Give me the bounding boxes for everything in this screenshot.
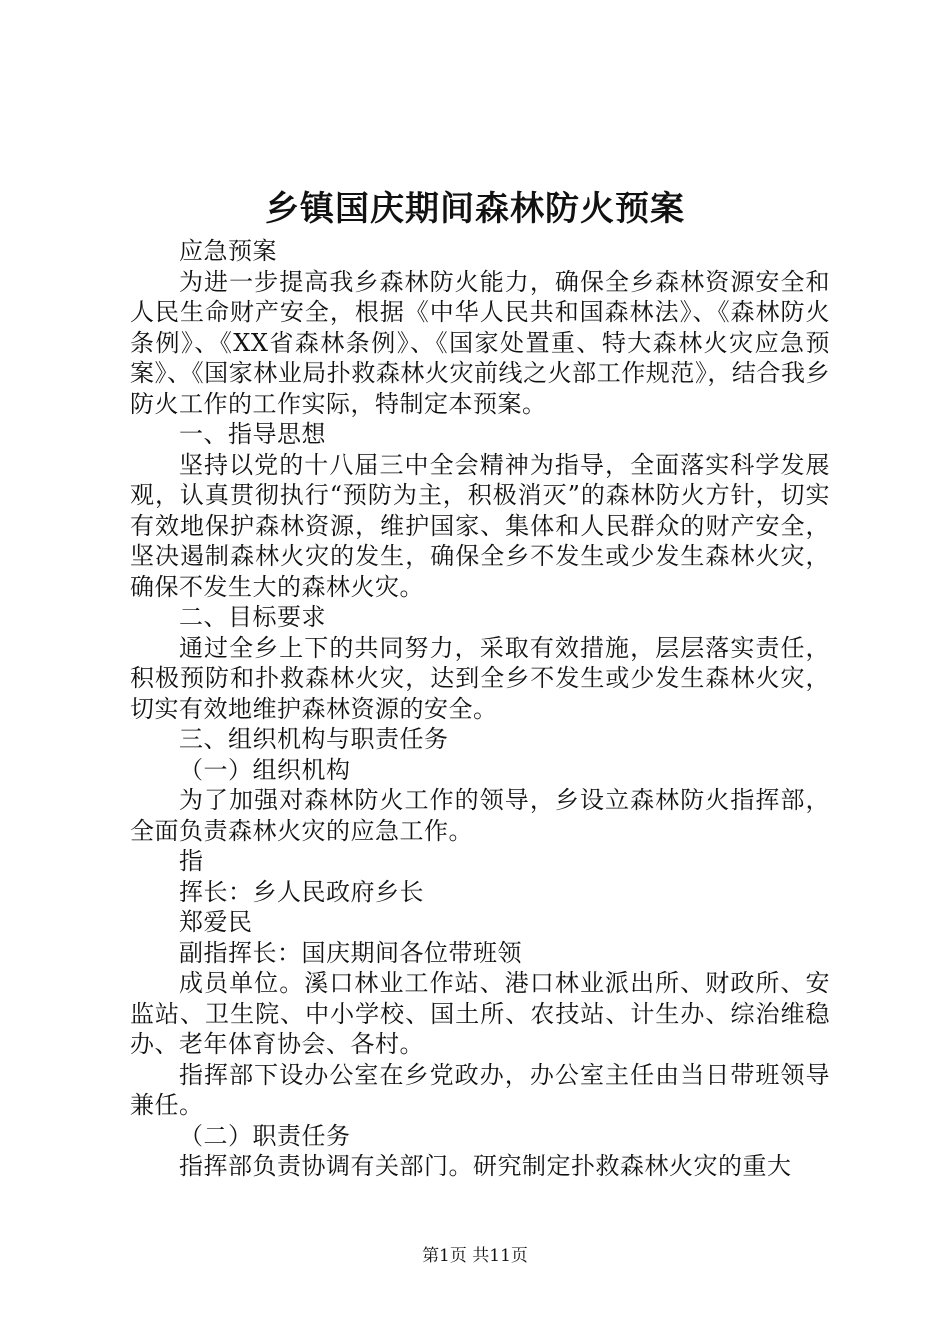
line-commander-fragment: 指	[179, 847, 204, 875]
section-heading-goals: 二、目标要求	[179, 603, 326, 631]
paragraph-office: 指挥部下设办公室在乡党政办，办公室主任由当日带班领导兼任。	[130, 1060, 830, 1119]
subsection-heading-organization: （一）组织机构	[179, 755, 351, 784]
paragraph-member-units: 成员单位。溪口林业工作站、港口林业派出所、财政所、安监站、卫生院、中小学校、国土所、农技站、计生办、综治维稳办、老年体育协会、各村。	[130, 969, 830, 1058]
document-body	[130, 236, 830, 1182]
paragraph-duties: 指挥部负责协调有关部门。研究制定扑救森林火灾的重大	[179, 1152, 792, 1180]
line-commander-title: 挥长：乡人民政府乡长	[179, 877, 424, 906]
line-commander-name: 郑爱民	[179, 908, 253, 936]
paragraph-goals: 通过全乡上下的共同努力，采取有效措施，层层落实责任，积极预防和扑救森林火灾，达到全乡不发生或少发生森林火灾，切实有效地维护森林资源的安全。	[130, 633, 830, 723]
subsection-heading-duties: （二）职责任务	[179, 1121, 351, 1150]
paragraph-organization: 为了加强对森林防火工作的领导，乡设立森林防火指挥部，全面负责森林火灾的应急工作。	[130, 786, 830, 845]
document-title: 乡镇国庆期间森林防火预案	[265, 189, 685, 229]
section-heading-organization: 三、组织机构与职责任务	[179, 725, 449, 753]
paragraph-intro: 为进一步提高我乡森林防火能力，确保全乡森林资源安全和人民生命财产安全，根据《中华人民共和国森林法》、《森林防火条例》、《XX省森林条例》、《国家处置重、特大森林火灾应急预案》、《国家林业局扑救森林火灾前线之火部工作规范》，结合我乡防火工作的工作实际，特制定本预案。	[130, 267, 830, 418]
paragraph-guiding-ideology: 坚持以党的十八届三中全会精神为指导，全面落实科学发展观，认真贯彻执行“预防为主，积极消灭”的森林防火方针，切实有效地保护森林资源，维护国家、集体和人民群众的财产安全，坚决遏制森林火灾的发生，确保全乡不发生或少发生森林火灾，确保不发生大的森林火灾。	[130, 450, 830, 601]
page-number-footer: 第1页 共11页	[422, 1246, 528, 1266]
section-heading-guiding-ideology: 一、指导思想	[179, 420, 326, 448]
line-deputy-commander: 副指挥长：国庆期间各位带班领	[179, 938, 522, 967]
doc-category-label: 应急预案	[179, 237, 277, 265]
